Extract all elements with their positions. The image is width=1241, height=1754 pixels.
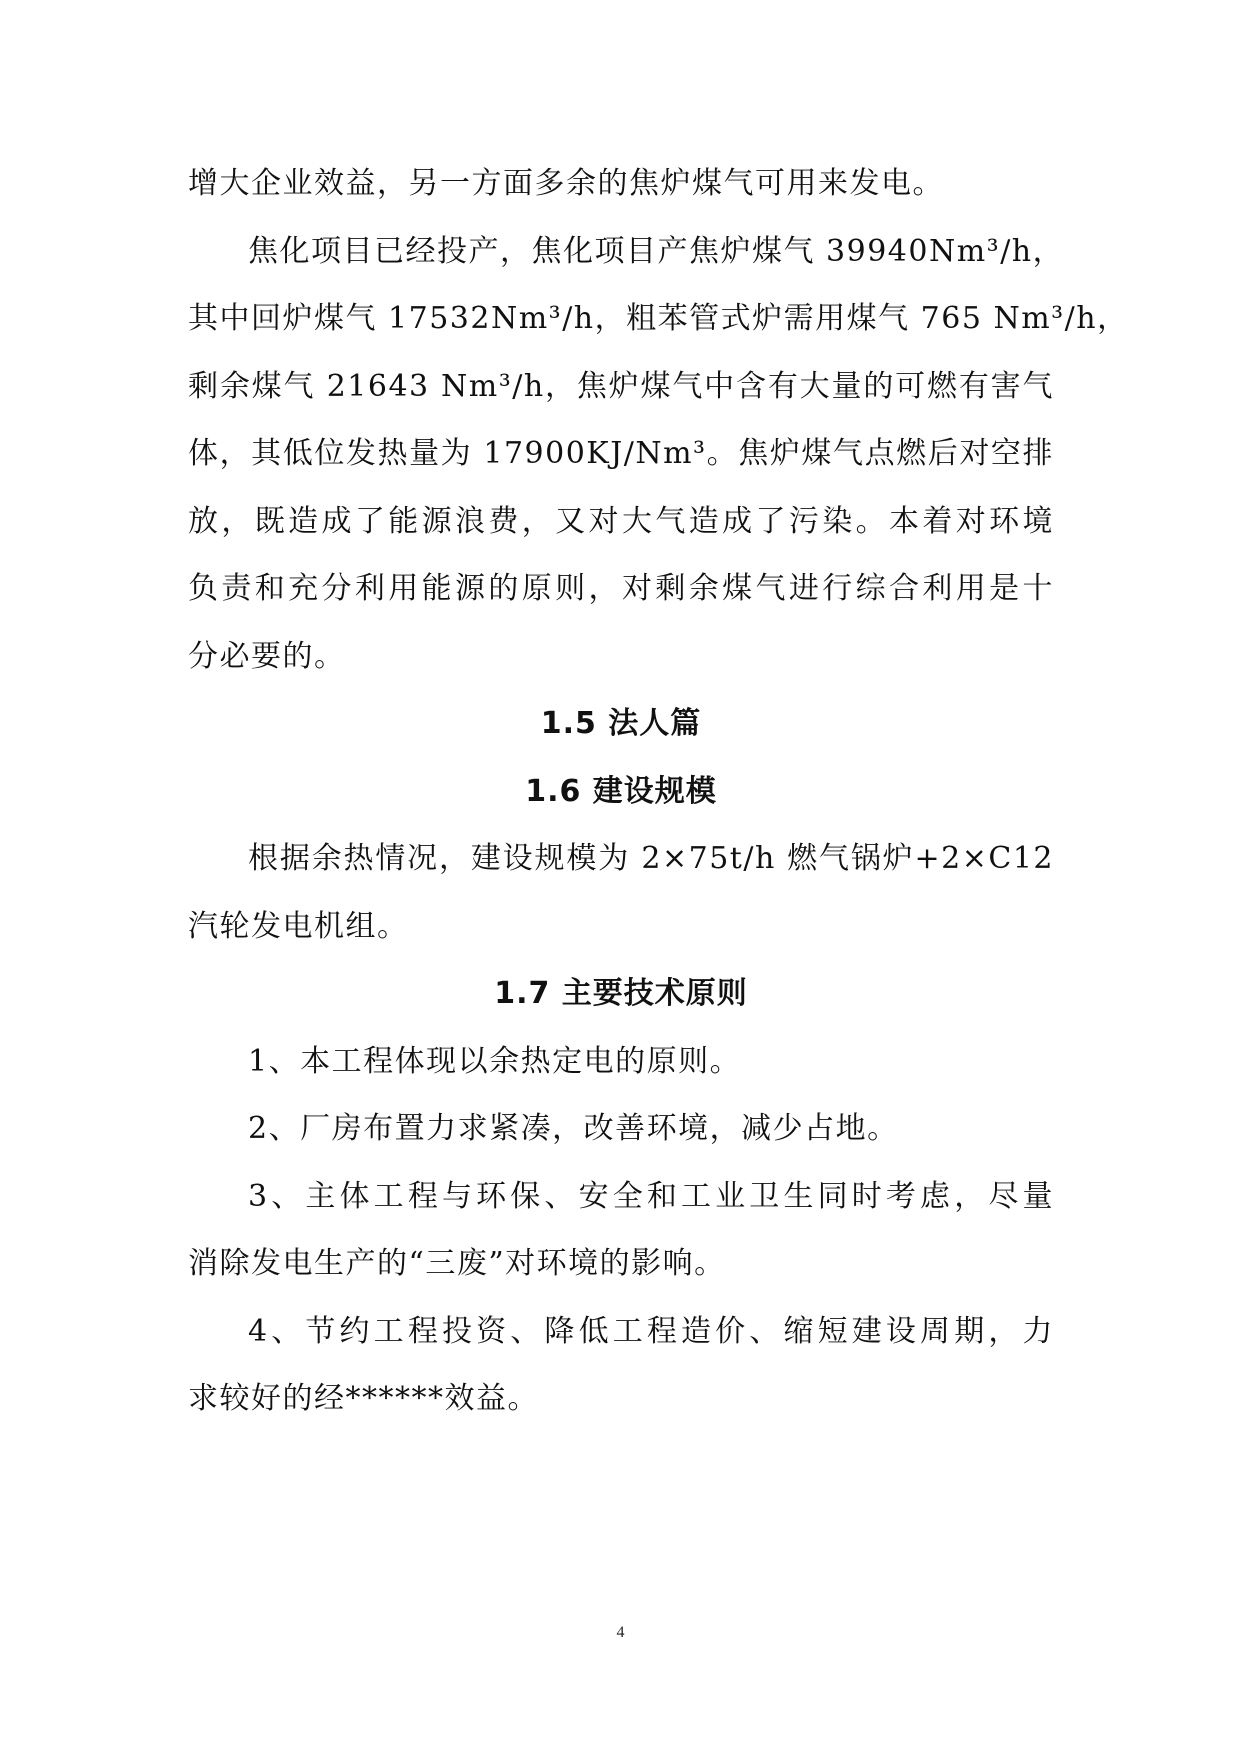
section-heading-1-5: 1.5 法人篇 [540,706,702,741]
paragraph-line: 体，其低位发热量为 17900KJ/Nm³。焦炉煤气点燃后对空排 [188,436,1054,471]
paragraph-line: 根据余热情况，建设规模为 2×75t/h 燃气锅炉+2×C12 [248,841,1054,876]
paragraph-line: 剩余煤气 21643 Nm³/h，焦炉煤气中含有大量的可燃有害气 [188,368,1054,404]
paragraph-line: 汽轮发电机组。 [188,908,409,944]
paragraph-line: 焦化项目已经投产，焦化项目产焦炉煤气 39940Nm³/h， [248,233,1065,269]
paragraph-line: 增大企业效益，另一方面多余的焦炉煤气可用来发电。 [188,166,944,201]
list-item-continuation: 消除发电生产的“三废”对环境的影响。 [188,1246,726,1281]
list-item: 4、节约工程投资、降低工程造价、缩短建设周期，力 [248,1313,1054,1349]
paragraph-line: 负责和充分利用能源的原则，对剩余煤气进行综合利用是十 [188,571,1054,606]
paragraph-line: 放，既造成了能源浪费，又对大气造成了污染。本着对环境 [188,503,1054,539]
section-heading-1-6: 1.6 建设规模 [525,773,717,809]
list-item: 2、厂房布置力求紧凑，改善环境，减少占地。 [248,1111,899,1146]
list-item: 1、本工程体现以余热定电的原则。 [248,1043,742,1079]
list-item: 3、主体工程与环保、安全和工业卫生同时考虑，尽量 [248,1178,1054,1214]
page-number: 4 [616,1624,625,1641]
list-item-continuation: 求较好的经******效益。 [188,1381,539,1416]
paragraph-line: 分必要的。 [188,638,346,674]
page-content [188,150,1129,1433]
paragraph-line: 其中回炉煤气 17532Nm³/h，粗苯管式炉需用煤气 765 Nm³/h， [188,301,1129,336]
section-heading-1-7: 1.7 主要技术原则 [494,976,748,1011]
